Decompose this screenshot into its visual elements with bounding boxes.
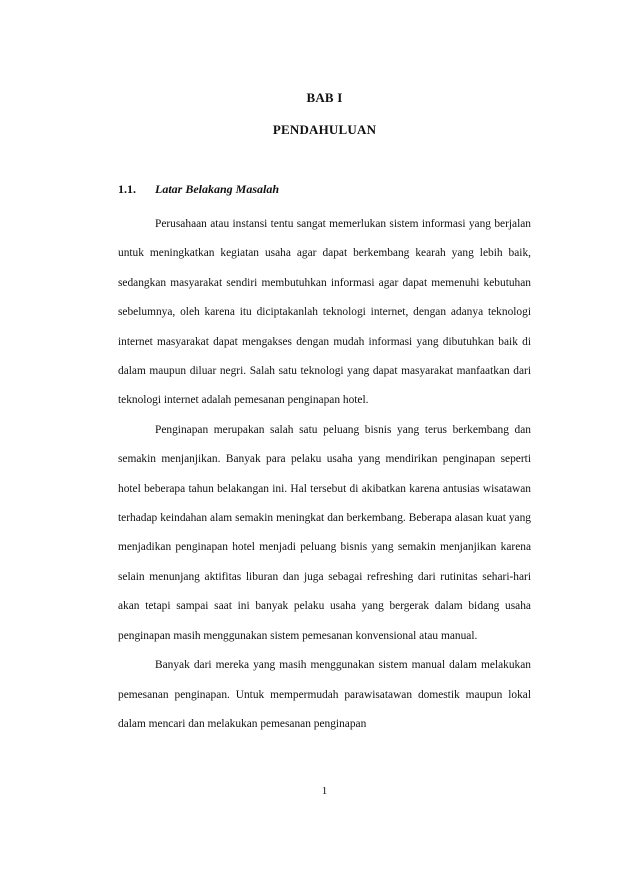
page-number: 1	[321, 785, 328, 797]
section-number: 1.1.	[118, 182, 136, 196]
section-heading	[118, 182, 531, 197]
chapter-number: BAB I	[306, 90, 343, 105]
paragraph: Penginapan merupakan salah satu peluang bisnis yang terus berkembang dan semakin menjanjikan. Banyak para pelaku usaha yang mendirikan penginapan seperti hotel beberapa tahun belakangan ini. Hal tersebut di akibatkan karena antusias wisatawan terhadap keindahan alam semakin meningkat dan berkembang. Beberapa alasan kuat yang menjadikan penginapan hotel menjadi peluang bisnis yang semakin menjanjikan karena selain menunjang aktifitas liburan dan juga sebagai refreshing dari rutinitas sehari-hari akan tetapi sampai saat ini banyak pelaku usaha yang bergerak dalam bidang usaha penginapan masih menggunakan sistem pemesanan konvensional atau manual.	[118, 423, 531, 642]
body-text	[118, 210, 531, 739]
paragraph: Perusahaan atau instansi tentu sangat memerlukan sistem informasi yang berjalan untuk meningkatkan kegiatan usaha agar dapat berkembang kearah yang lebih baik, sedangkan masyarakat sendiri membutuhkan informasi agar dapat memenuhi kebutuhan sebelumnya, oleh karena itu diciptakanlah teknologi internet, dengan adanya teknologi internet masyarakat dapat mengakses dengan mudah informasi yang dibutuhkan baik di dalam maupun diluar negri. Salah satu teknologi yang dapat masyarakat manfaatkan dari teknologi internet adalah pemesanan penginapan hotel.	[118, 218, 531, 407]
chapter-title: PENDAHULUAN	[272, 122, 377, 137]
paragraph: Banyak dari mereka yang masih menggunakan sistem manual dalam melakukan pemesanan penginapan. Untuk mempermudah parawisatawan domestik maupun lokal dalam mencari dan melakukan pemesanan penginapan	[118, 659, 531, 730]
section-title: Latar Belakang Masalah	[155, 182, 280, 196]
